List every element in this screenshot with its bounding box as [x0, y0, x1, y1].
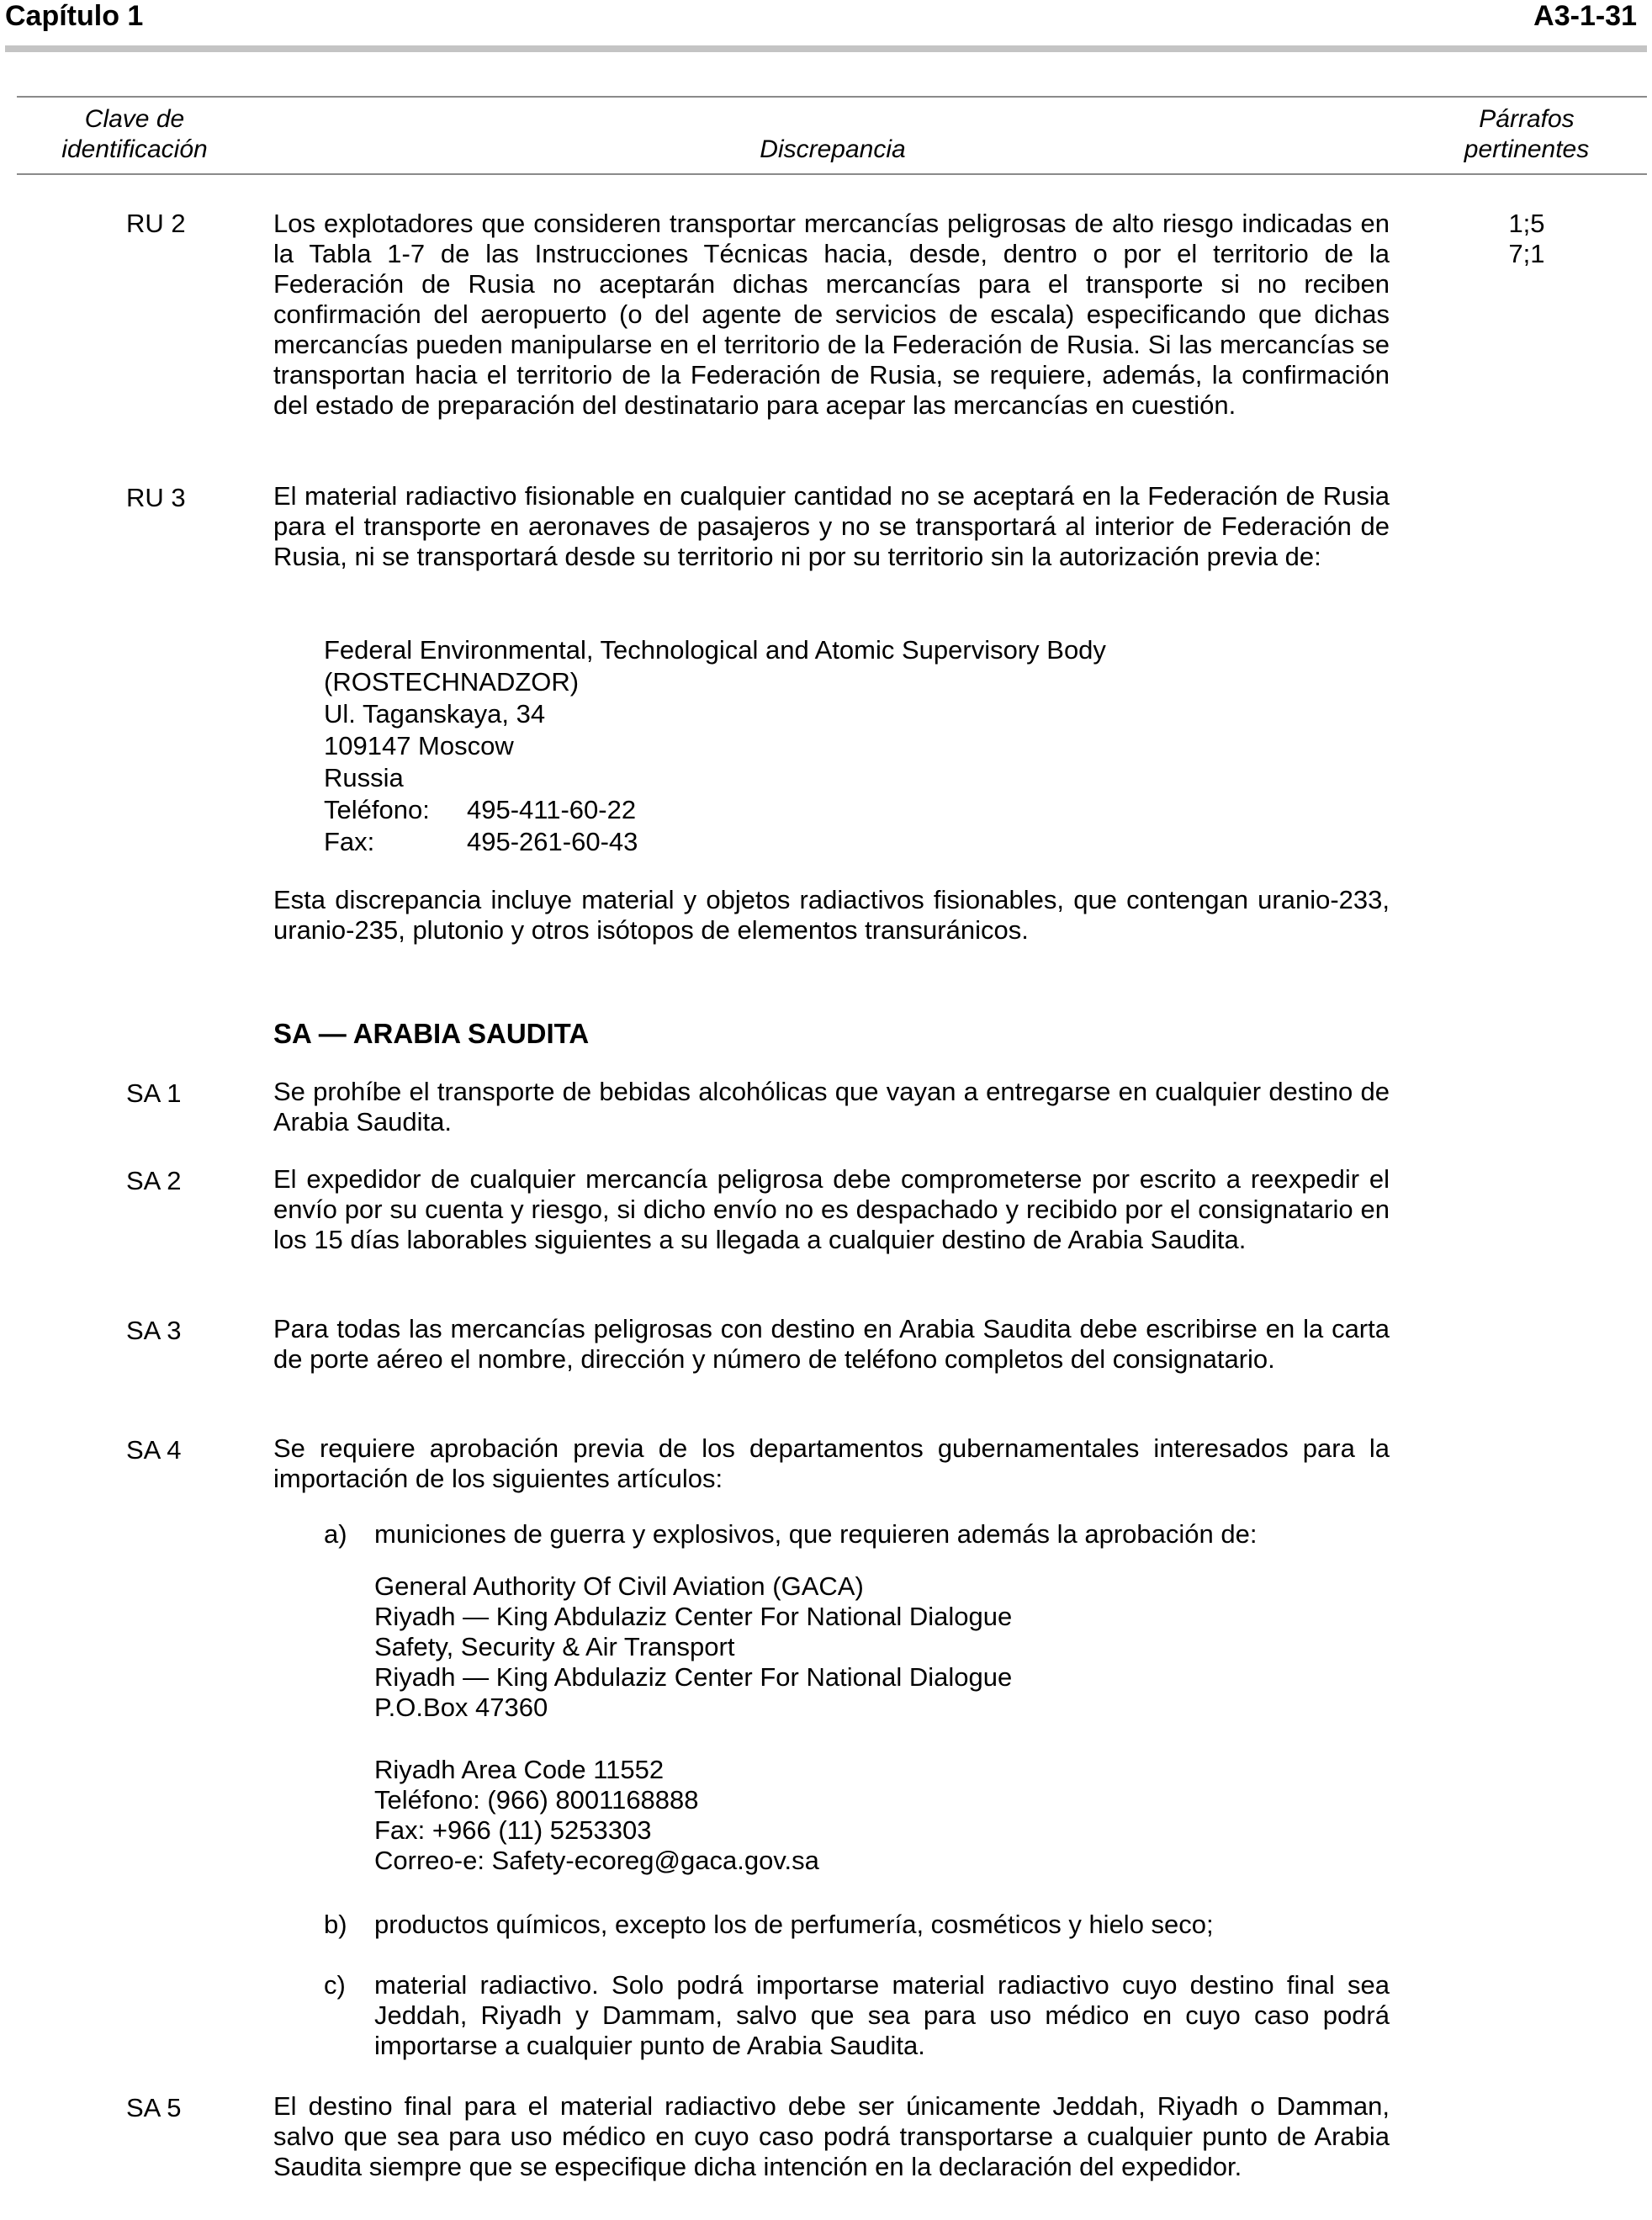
entry-key-sa2: SA 2: [126, 1166, 182, 1195]
column-header-paragraphs: Párrafos pertinentes: [1464, 105, 1590, 163]
list-item-c: material radiactivo. Solo podrá importarse material radiactivo cuyo destino final sea Jeddah, Riyadh y Dammam, salvo que sea para uso médico en cuyo caso podrá importarse a cualquier punto de Arabia Saudita.: [374, 1970, 1390, 2060]
section-title-saudi-arabia: SA — ARABIA SAUDITA: [273, 1018, 590, 1049]
entry-text-sa4: Se requiere aprobación previa de los departamentos gubernamentales interesados para la importación de los siguientes artículos:: [273, 1433, 1390, 1493]
entry-note-ru3: Esta discrepancia incluye material y objetos radiactivos fisionables, que contengan uranio-233, uranio-235, plutonio y otros isótopos de elementos transuránicos.: [273, 885, 1390, 945]
entry-key-sa4: SA 4: [126, 1435, 182, 1465]
entry-text-sa2: El expedidor de cualquier mercancía peligrosa debe comprometerse por escrito a reexpedir el envío por su cuenta y riesgo, si dicho envío no es despachado y recibido por el consignatario en los 15 días laborables siguientes a su llegada a cualquier destino de Arabia Saudita.: [273, 1164, 1390, 1254]
page-header: [0, 0, 1652, 50]
column-header-discrepancy: Discrepancia: [760, 135, 906, 163]
entry-text-sa5: El destino final para el material radiactivo debe ser únicamente Jeddah, Riyadh o Damman, salvo que sea para uso médico en cuyo caso podrá transportarse a cualquier punto de Arabia Saudita siempre que se especifique dicha intención en la declaración del expedidor.: [273, 2091, 1390, 2181]
entry-key-ru2: RU 2: [126, 209, 186, 238]
list-marker-a: a): [324, 1519, 347, 1549]
address-gaca-contact: Riyadh Area Code 11552 Teléfono: (966) 8001168888 Fax: +966 (11) 5253303 Correo-e: Safety-ecoreg@gaca.gov.sa: [374, 1755, 819, 1875]
entry-text-ru2: Los explotadores que consideren transportar mercancías peligrosas de alto riesgo indicadas en la Tabla 1-7 de las Instrucciones Técnicas hacia, desde, dentro o por el territorio de la Federación de Rusia no aceptarán dichas mercancías para el transporte si no reciben confirmación del aeropuerto (o del agente de servicios de escala) especificando que dichas mercancías pueden manipularse en el territorio de la Federación de Rusia. Si las mercancías se transportan hacia el territorio de la Federación de Rusia, se requiere, además, la confirmación del estado de preparación del destinatario para acepar las mercancías en cuestión.: [273, 209, 1390, 420]
fax-row: Fax: 495-261-60-43: [324, 827, 638, 856]
address-rostechnadzor: Federal Environmental, Technological and Atomic Supervisory Body (ROSTECHNADZOR) Ul. Taganskaya, 34 109147 Moscow Russia Teléfono: 495-411-60-22 Fax: 495-261-60-43: [324, 635, 1106, 856]
header-divider: [5, 45, 1647, 52]
list-marker-c: c): [324, 1970, 346, 2000]
address-gaca: General Authority Of Civil Aviation (GACA) Riyadh — King Abdulaziz Center For National Dialogue Safety, Security & Air Transport Riyadh — King Abdulaziz Center For National Dialogue P.O.Box 47360: [374, 1571, 1013, 1722]
entry-text-sa3: Para todas las mercancías peligrosas con destino en Arabia Saudita debe escribirse en la carta de porte aéreo el nombre, dirección y número de teléfono completos del consignatario.: [273, 1314, 1390, 1374]
page-reference: A3-1-31: [1533, 0, 1637, 32]
entry-refs-ru2: 1;5 7;1: [1508, 209, 1545, 268]
entry-key-ru3: RU 3: [126, 483, 186, 512]
entry-text-ru3: El material radiactivo fisionable en cualquier cantidad no se aceptará en la Federación de Rusia para el transporte en aeronaves de pasajeros y no se transportará al interior de Federación de Rusia, ni se transportará desde su territorio ni por su territorio sin la autorización previa de:: [273, 481, 1390, 571]
entry-key-sa5: SA 5: [126, 2093, 182, 2122]
entry-key-sa1: SA 1: [126, 1078, 182, 1108]
column-header-key: Clave de identificación: [61, 105, 208, 163]
list-item-a: municiones de guerra y explosivos, que requieren además la aprobación de:: [374, 1519, 1258, 1549]
table-header-bottom-rule: [17, 173, 1647, 175]
entry-key-sa3: SA 3: [126, 1316, 182, 1345]
table-header-top-rule: [17, 96, 1647, 98]
list-marker-b: b): [324, 1910, 347, 1939]
phone-row: Teléfono: 495-411-60-22: [324, 795, 637, 824]
email-line: Correo-e: Safety-ecoreg@gaca.gov.sa: [374, 1846, 819, 1875]
chapter-title: Capítulo 1: [5, 0, 144, 32]
entry-text-sa1: Se prohíbe el transporte de bebidas alcohólicas que vayan a entregarse en cualquier destino de Arabia Saudita.: [273, 1077, 1390, 1136]
list-item-b: productos químicos, excepto los de perfumería, cosméticos y hielo seco;: [374, 1910, 1214, 1939]
